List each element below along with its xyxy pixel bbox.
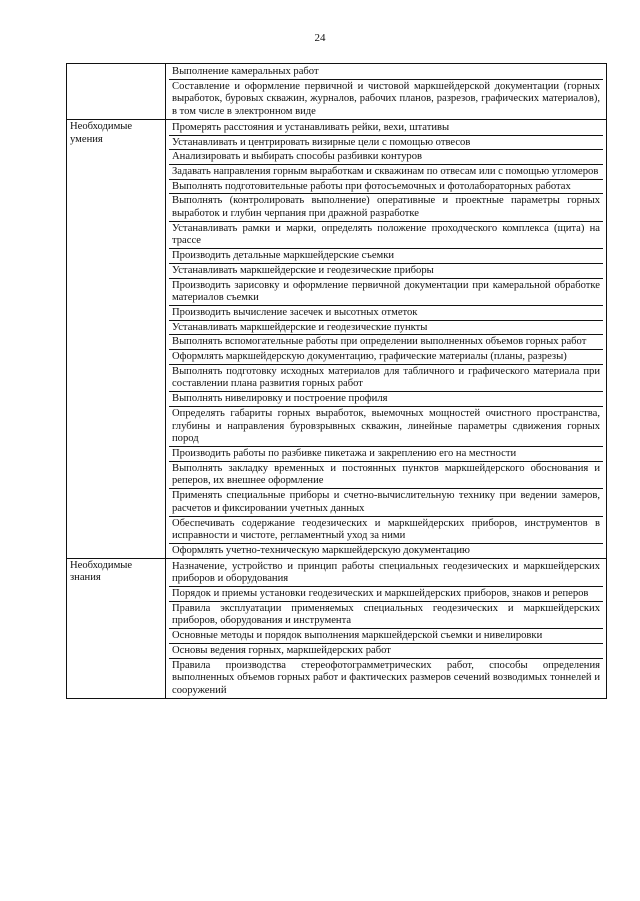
list-item: Выполнять закладку временных и постоянных пунктов маркшейдерского обоснования и реперов, их внешнее оформление <box>169 461 603 488</box>
list-item: Устанавливать и центрировать визирные цели с помощью отвесов <box>169 135 603 150</box>
list-item: Выполнять (контролировать выполнение) оперативные и проектные параметры горных выработок и глубин черпания при дражной разработке <box>169 193 603 220</box>
list-item: Основы ведения горных, маркшейдерских работ <box>169 643 603 658</box>
list-item: Выполнять подготовку исходных материалов для табличного и графического материала при составлении плана развития горных работ <box>169 364 603 391</box>
list-item: Производить зарисовку и оформление первичной документации при камеральной обработке материалов съемки <box>169 278 603 305</box>
list-item: Выполнять подготовительные работы при фотосъемочных и фотолабораторных работах <box>169 179 603 194</box>
list-item: Устанавливать маркшейдерские и геодезические приборы <box>169 263 603 278</box>
row-label: Необходимые умения <box>67 119 166 558</box>
list-item: Порядок и приемы установки геодезических и маркшейдерских приборов, знаков и реперов <box>169 586 603 601</box>
list-item: Устанавливать рамки и марки, определять положение проходческого комплекса (щита) на трассе <box>169 221 603 248</box>
list-item: Выполнение камеральных работ <box>172 66 319 77</box>
list-item: Определять габариты горных выработок, выемочных мощностей очистного пространства, глубины и направления буровзрывных скважин, линейные параметры сдвижения горных пород <box>169 406 603 446</box>
table-row-knowledge <box>67 558 607 698</box>
row-label: Необходимые знания <box>67 558 166 698</box>
list-item: Производить работы по разбивке пикетажа и закреплению его на местности <box>169 446 603 461</box>
list-item: Анализировать и выбирать способы разбивки контуров <box>169 149 603 164</box>
list-item: Правила эксплуатации применяемых специальных геодезических и маркшейдерских приборов, оборудования и инструмента <box>169 601 603 628</box>
list-item: Оформлять маркшейдерскую документацию, графические материалы (планы, разрезы) <box>169 349 603 364</box>
page-number: 24 <box>314 32 326 44</box>
table-row-work-actions <box>67 64 607 120</box>
requirements-table <box>66 63 607 699</box>
table-row-skills <box>67 119 607 558</box>
row-content <box>166 119 607 558</box>
list-item: Производить вычисление засечек и высотных отметок <box>169 305 603 320</box>
list-item: Основные методы и порядок выполнения маркшейдерской съемки и нивелировки <box>169 628 603 643</box>
list-item: Составление и оформление первичной и чистовой маркшейдерской документации (горных выработок, буровых скважин, журналов, рабочих планов, разрезов, графических материалов), в том числе в электронном виде <box>169 79 603 119</box>
list-item: Обеспечивать содержание геодезических и маркшейдерских приборов, инструментов в исправности и чистоте, регламентный уход за ними <box>169 516 603 543</box>
list-item: Выполнять нивелировку и построение профиля <box>169 391 603 406</box>
row-label <box>67 64 166 120</box>
list-item: Устанавливать маркшейдерские и геодезические пункты <box>169 320 603 335</box>
list-item: Промерять расстояния и устанавливать рейки, вехи, штативы <box>172 121 450 133</box>
list-item: Производить детальные маркшейдерские съемки <box>169 248 603 263</box>
list-item: Оформлять учетно-техническую маркшейдерскую документацию <box>169 543 603 558</box>
row-content <box>166 64 607 120</box>
list-item: Задавать направления горным выработкам и скважинам по отвесам или с помощью угломеров <box>169 164 603 179</box>
list-item: Выполнять вспомогательные работы при определении выполненных объемов горных работ <box>169 334 603 349</box>
list-item: Назначение, устройство и принцип работы специальных геодезических и маркшейдерских приборов и оборудования <box>172 560 600 585</box>
list-item: Применять специальные приборы и счетно-вычислительную технику при ведении замеров, расчетов и фиксировании учетных данных <box>169 488 603 515</box>
row-content <box>166 558 607 698</box>
list-item: Правила производства стереофотограмметрических работ, способы определения выполненных объемов горных работ и фактических размеров сечений возводимых тоннелей и сооружений <box>169 658 603 698</box>
